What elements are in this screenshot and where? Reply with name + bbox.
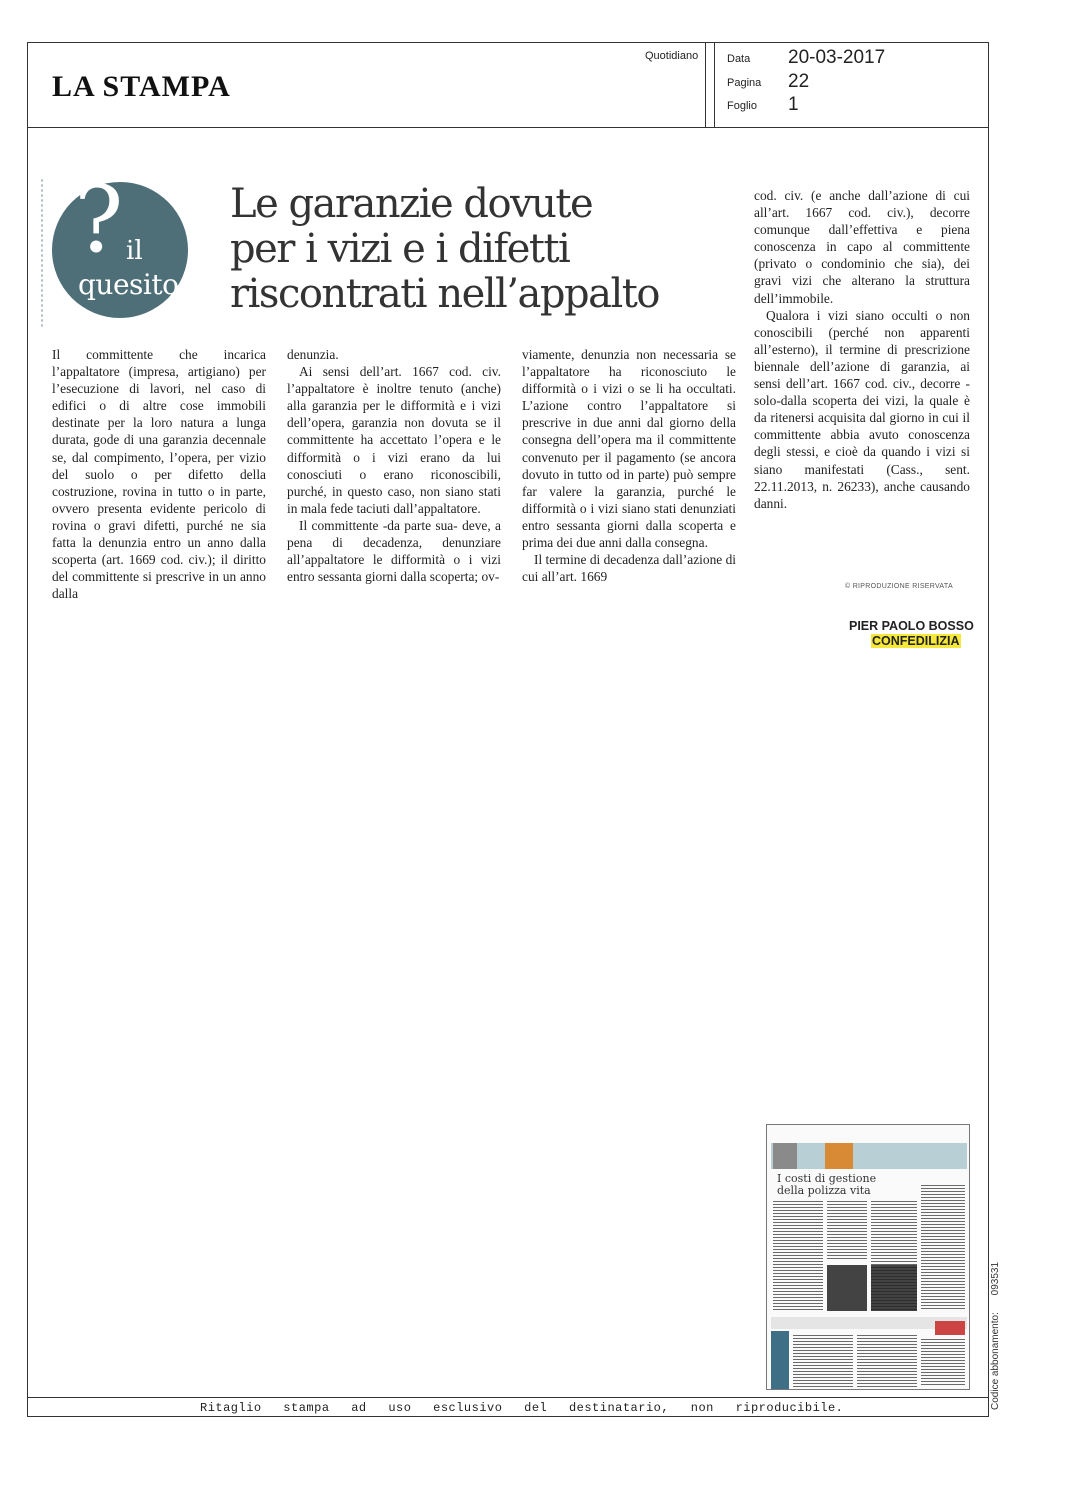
thumbnail-accent-block <box>825 1143 853 1169</box>
thumbnail-text-block <box>827 1201 867 1261</box>
header-divider <box>714 42 715 128</box>
paragraph: Il committente che incarica l’appaltatore (impresa, artigiano) per l’esecuzione di lavori, nel caso di edifici o di altre cose immobili destinate per la loro natura a lunga durata, gode di una garanzia decennale se, dal compimento, l’opera, per vizio del suolo o per difetto della costruzione, rovina in tutto o in parte, ovvero presenta evidente pericolo di rovina o gravi difetti, purché ne sia fatta la denunzia entro un anno dalla scoperta (art. 1669 cod. civ.); il diritto del committente si prescrive in un anno dalla <box>52 347 266 602</box>
paragraph: viamente, denunzia non necessaria se l’appaltatore ha riconosciuto le difformità o i vizi o se li ha occultati. L’azione contro l’appaltatore si prescrive in due anni dal giorno della consegna dell’opera ma il committente convenuto per il pagamento (se ancora dovuto in tutto od in parte) può sempre far valere la garanzia, purché le difformità o i vizi siano stati denunziati entro sessanta giorni dalla scoperta e prima dei due anni dalla consegna. <box>522 347 736 551</box>
thumbnail-text-block <box>773 1201 823 1311</box>
paragraph: Qualora i vizi siano occulti o non conoscibili (perché non apparenti all’esterno), il termine di prescrizione biennale dell’azione di garanzia, ai sensi dell’art. 1667 cod. civ., decorre -solo-dalla scoperta dei vizi, la quale è da ritenersi acquisita dal giorno in cui il committente abbia avuto conoscenza degli stessi, e cioè da quando i vizi si siano manifestati (Cass., sent. 22.11.2013, n. 26233), anche causando danni. <box>754 307 970 511</box>
thumbnail-dark-block <box>871 1265 917 1311</box>
page-value: 22 <box>788 71 810 92</box>
subscription-code-label: Codice abbonamento: <box>990 1312 1001 1410</box>
footer-divider <box>27 1397 989 1398</box>
header-divider <box>705 42 706 128</box>
subscription-code <box>990 1262 1001 1410</box>
paragraph: Il committente -da parte sua- deve, a pena di decadenza, denunziare all’appaltatore le difformità o i vizi entro sessanta giorni dalla scoperta; ov- <box>287 517 501 585</box>
date-value: 20-03-2017 <box>788 47 886 68</box>
thumbnail-text-block <box>857 1335 917 1387</box>
quesito-badge <box>52 166 188 318</box>
thumbnail-dark-block <box>827 1265 867 1311</box>
article-column-2 <box>287 346 501 585</box>
sheet-label: Foglio <box>727 100 757 112</box>
date-label: Data <box>727 53 751 65</box>
thumbnail-side-band <box>771 1331 789 1389</box>
subscription-code-value: 093531 <box>990 1261 1001 1296</box>
paragraph: Il termine di decadenza dall’azione di cui all’art. 1669 <box>522 552 736 585</box>
article-headline <box>230 182 750 317</box>
publication-type: Quotidiano <box>645 50 699 62</box>
article-column-4 <box>754 187 970 512</box>
thumbnail-title-line: I costi di gestione <box>777 1172 877 1185</box>
paragraph: denunzia. <box>287 347 339 362</box>
paragraph: cod. civ. (e anche dall’azione di cui all’art. 1667 cod. civ.), decorre comunque dall’effettiva e piena conoscenza in capo al committente (privato o condominio che sia), dei gravi vizi che alterano la struttura dell’immobile. <box>754 188 970 306</box>
thumbnail-badge <box>935 1321 965 1335</box>
masthead: LA STAMPA <box>52 70 231 103</box>
paragraph: Ai sensi dell’art. 1667 cod. civ. l’appaltatore è inoltre tenuto (anche) alla garanzia per le difformità e i vizi dell’opera, garanzia non dovuta se il committente ha accettato l’opera e le difformità o i vizi erano da lui conosciuti o erano riconoscibili, purché, in questo caso, non siano stati in mala fede taciuti dall’appaltatore. <box>287 364 501 516</box>
thumbnail-text-block <box>793 1335 853 1387</box>
thumbnail-text-block <box>921 1339 965 1387</box>
headline-line: Le garanzie dovute <box>230 181 593 227</box>
article-column-3 <box>522 346 736 585</box>
thumbnail-photo <box>773 1143 797 1169</box>
thumbnail-title <box>777 1173 876 1197</box>
footer-notice: Ritaglio stampa ad uso esclusivo del destinatario, non riproducibile. <box>200 1401 844 1415</box>
headline-line: per i vizi e i difetti <box>230 226 570 272</box>
thumbnail-text-block <box>921 1185 965 1311</box>
article-column-1 <box>52 346 266 602</box>
decorative-dots <box>40 178 44 328</box>
page-thumbnail <box>766 1124 970 1390</box>
author-name: PIER PAOLO BOSSO <box>849 619 974 633</box>
badge-line-1: il <box>126 236 143 266</box>
copyright-notice: © RIPRODUZIONE RISERVATA <box>845 583 953 590</box>
thumbnail-header-band <box>771 1143 967 1169</box>
badge-line-2: quesito <box>78 268 179 301</box>
question-mark-icon: ? <box>74 166 124 273</box>
headline-line: riscontrati nell’appalto <box>230 271 659 317</box>
sheet-value: 1 <box>788 94 799 115</box>
thumbnail-title-line: della polizza vita <box>777 1184 871 1197</box>
author-organization: CONFEDILIZIA <box>872 634 960 648</box>
page-label: Pagina <box>727 77 762 89</box>
